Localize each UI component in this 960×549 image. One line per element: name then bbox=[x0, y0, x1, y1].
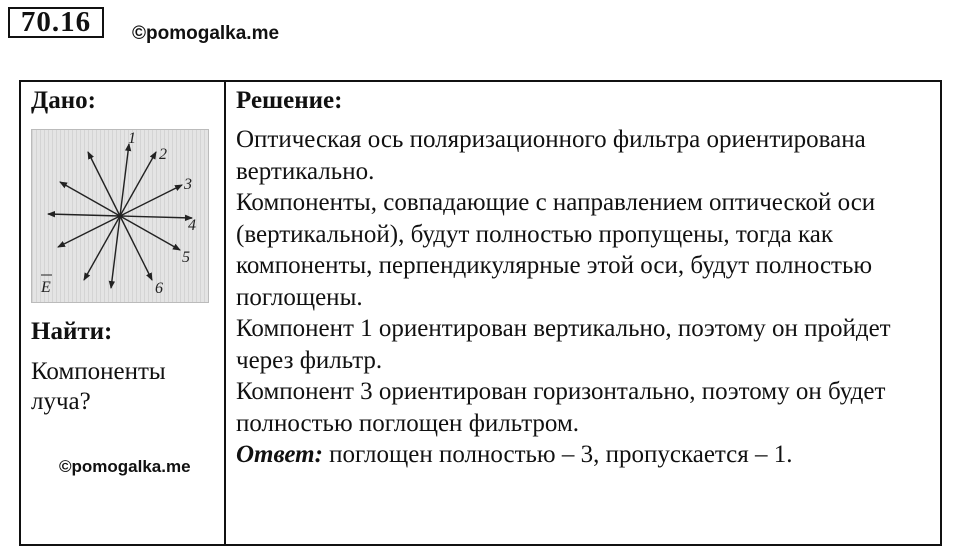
ray-diagram bbox=[32, 130, 208, 302]
ray-label-5: 5 bbox=[182, 249, 190, 266]
answer-line bbox=[236, 439, 936, 471]
solution-table bbox=[19, 80, 942, 546]
ray-label-4: 4 bbox=[188, 217, 196, 234]
solution-paragraph-3: Компонент 1 ориентирован вертикально, поэтому он пройдет через фильтр. bbox=[236, 315, 891, 374]
answer-text: поглощен полностью – 3, пропускается – 1. bbox=[322, 441, 793, 468]
column-divider bbox=[224, 82, 226, 544]
solution-paragraph-4: Компонент 3 ориентирован горизонтально, поэтому он будет полностью поглощен фильтром. bbox=[236, 378, 886, 437]
vector-e-label: E bbox=[41, 279, 51, 296]
solution-paragraph-1: Оптическая ось поляризационного фильтра ориентирована вертикально. bbox=[236, 126, 866, 185]
problem-number: 70.16 bbox=[8, 7, 104, 38]
ray-1-down bbox=[111, 216, 120, 288]
ray-label-6: 6 bbox=[155, 280, 163, 297]
ray-label-2: 2 bbox=[159, 146, 167, 163]
given-title: Дано: bbox=[31, 87, 96, 114]
ray-4-right bbox=[120, 216, 192, 218]
ray-label-1: 1 bbox=[128, 130, 136, 147]
watermark-bottom: ©pomogalka.me bbox=[59, 457, 191, 476]
watermark-top: ©pomogalka.me bbox=[132, 23, 280, 44]
find-text: Компоненты луча? bbox=[31, 358, 166, 415]
solution-title: Решение: bbox=[236, 87, 343, 114]
solution-body bbox=[236, 124, 936, 471]
solution-paragraph-2: Компоненты, совпадающие с направлением оптической оси (вертикальной), будут полностью пропущены, тогда как компоненты, перпендикулярные этой оси, будут полностью поглощены. bbox=[236, 189, 876, 311]
ray-label-3: 3 bbox=[184, 176, 192, 193]
find-title: Найти: bbox=[31, 318, 113, 345]
ray-4-left bbox=[48, 214, 120, 216]
ray-1-up bbox=[120, 144, 129, 216]
polarization-figure bbox=[31, 129, 209, 303]
answer-label: Ответ: bbox=[236, 441, 323, 468]
